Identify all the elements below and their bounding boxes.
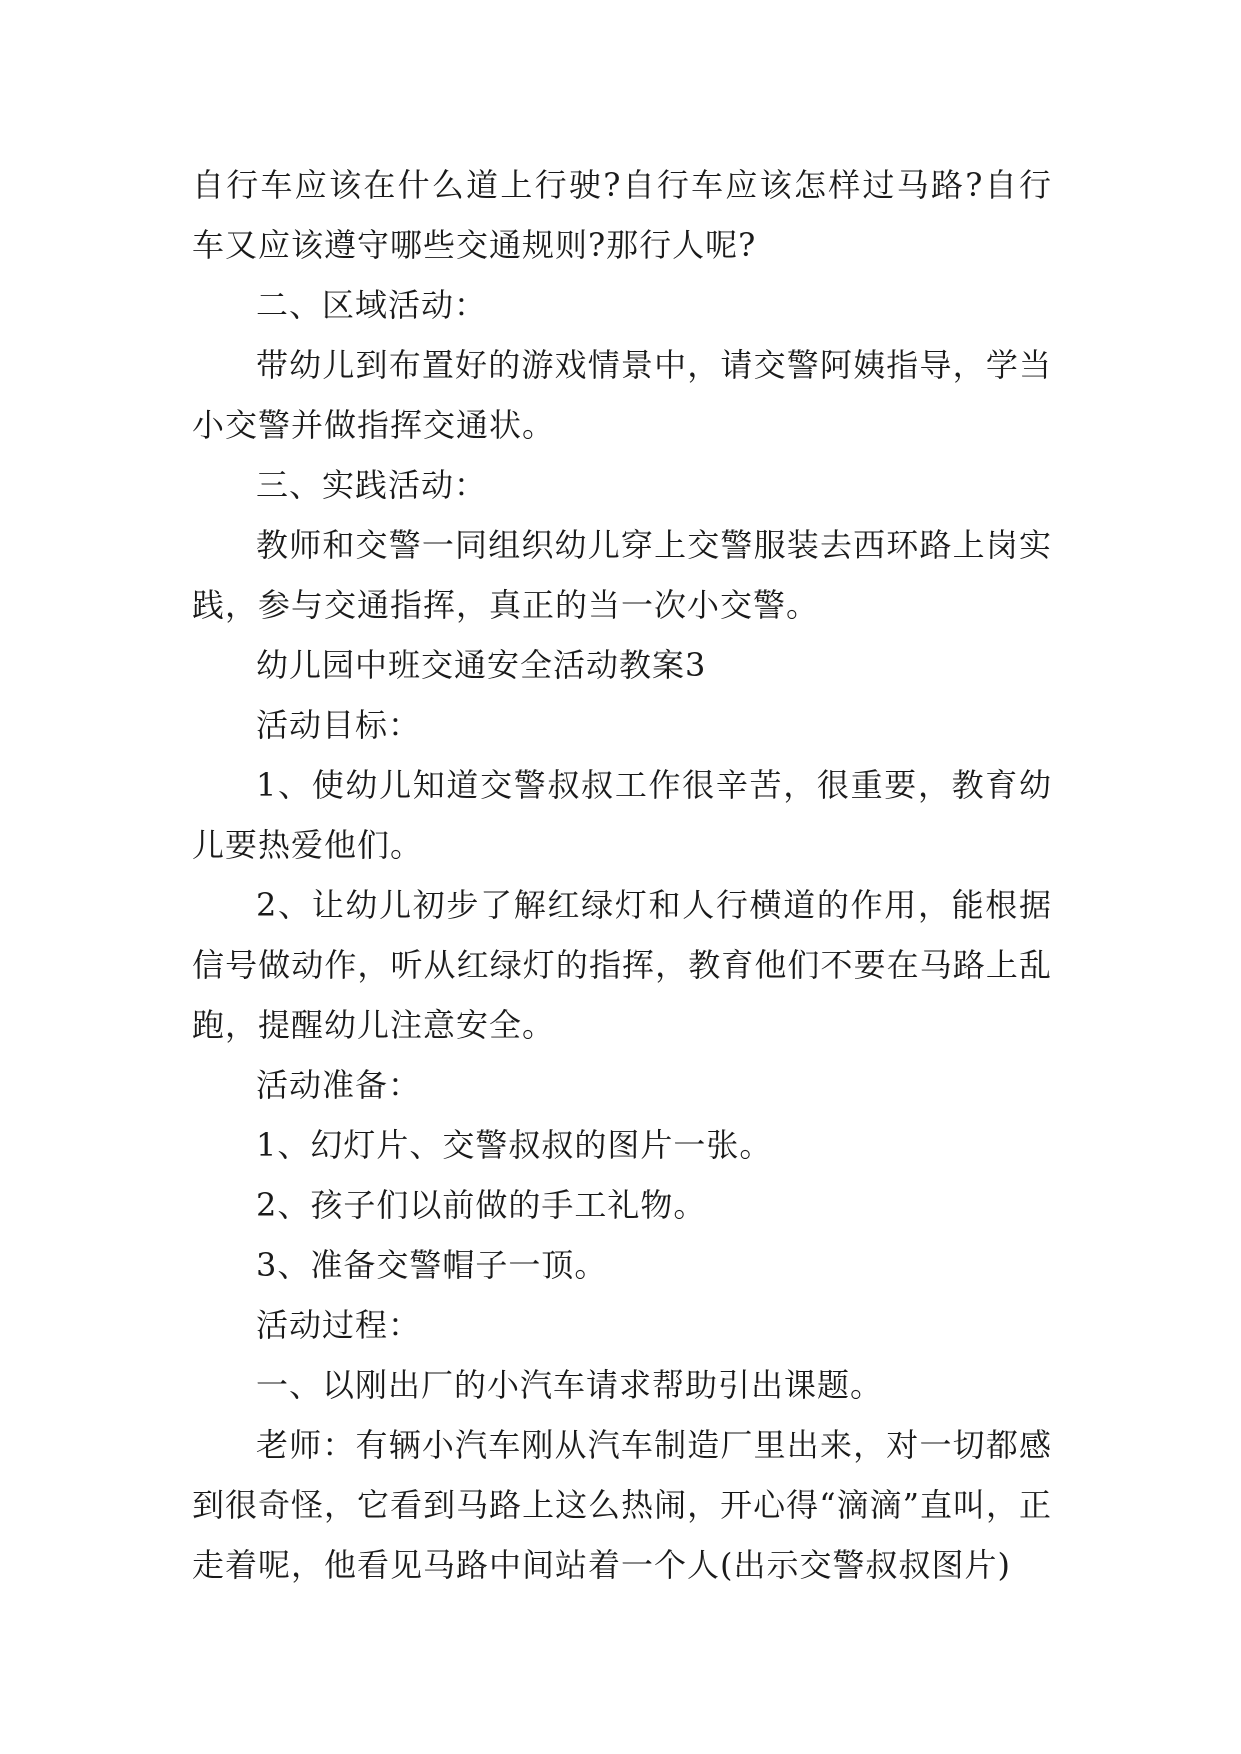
paragraph-4: 三、实践活动： [256,466,488,504]
paragraph-15: 一、以刚出厂的小汽车请求帮助引出课题。 [256,1366,884,1404]
paragraph-13: 3、准备交警帽子一顶。 [256,1246,608,1284]
paragraph-11: 1、幻灯片、交警叔叔的图片一张。 [256,1126,773,1164]
paragraph-2: 二、区域活动： [256,286,488,324]
paragraph-12: 2、孩子们以前做的手工礼物。 [256,1186,707,1224]
paragraph-8: 1、使幼儿知道交警叔叔工作很辛苦，很重要，教育幼儿要热爱他们。 [192,766,1052,864]
paragraph-5: 教师和交警一同组织幼儿穿上交警服装去西环路上岗实践，参与交通指挥，真正的当一次小交警。 [192,526,1052,624]
paragraph-7: 活动目标： [256,706,422,744]
paragraph-16: 老师：有辆小汽车刚从汽车制造厂里出来，对一切都感到很奇怪，它看到马路上这么热闹，开心得“滴滴”直叫，正走着呢，他看见马路中间站着一个人(出示交警叔叔图片) [192,1426,1052,1584]
paragraph-14: 活动过程： [256,1306,422,1344]
paragraph-9: 2、让幼儿初步了解红绿灯和人行横道的作用，能根据信号做动作，听从红绿灯的指挥，教育他们不要在马路上乱跑，提醒幼儿注意安全。 [192,886,1052,1044]
paragraph-6: 幼儿园中班交通安全活动教案3 [256,646,707,684]
paragraph-10: 活动准备： [256,1066,422,1104]
paragraph-1: 自行车应该在什么道上行驶?自行车应该怎样过马路?自行车又应该遵守哪些交通规则?那行人呢? [192,166,1052,264]
document-body [192,155,1052,1595]
paragraph-3: 带幼儿到布置好的游戏情景中，请交警阿姨指导，学当小交警并做指挥交通状。 [192,346,1052,444]
